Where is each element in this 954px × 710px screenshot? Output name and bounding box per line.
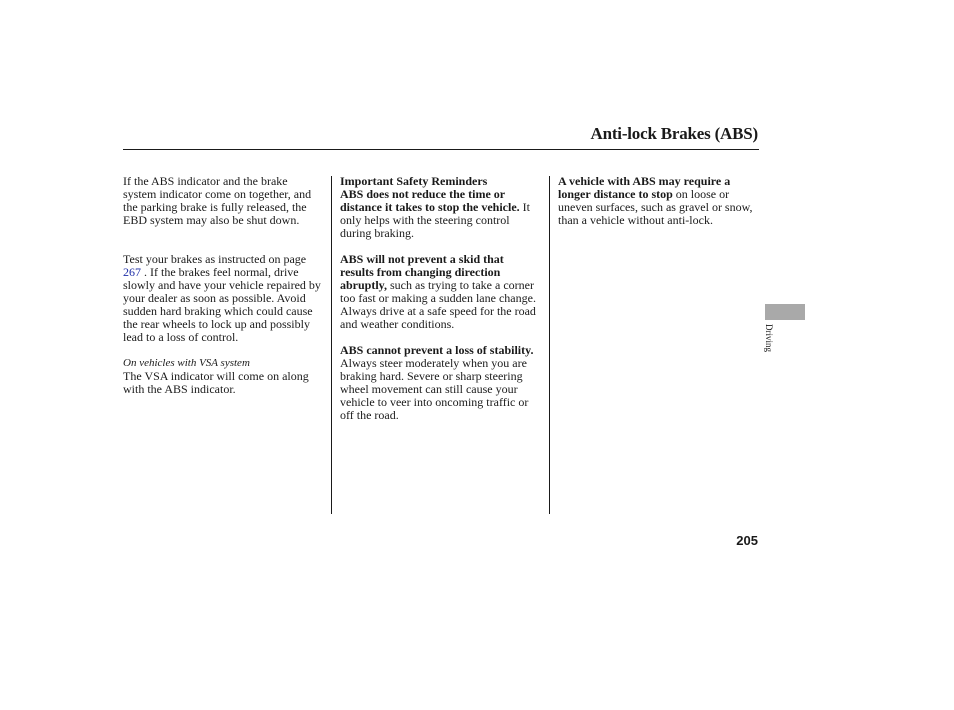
reminder-stop-distance-bold: ABS does not reduce the time or distance it takes to stop the vehicle. — [340, 187, 520, 214]
reminder-stop-distance-text: It only helps with the steering control during braking. — [340, 200, 530, 240]
brake-test-text-start: Test your brakes as instructed on page — [123, 252, 307, 266]
column-divider-1 — [331, 176, 332, 514]
reminder-stability-text: Always steer moderately when you are braking hard. Severe or sharp steering wheel movement can still cause your vehicle to veer into oncoming traffic or off the road. — [340, 356, 529, 422]
reminder-stop-distance — [340, 188, 540, 240]
section-side-label: Driving — [764, 324, 774, 352]
title-divider — [123, 149, 759, 150]
loose-surface-bold: A vehicle with ABS may require a longer distance to stop — [558, 174, 731, 201]
safety-reminders-heading: Important Safety Reminders — [340, 174, 488, 188]
page-reference-link[interactable]: 267 — [123, 265, 141, 279]
reminder-skid-text: such as trying to take a corner too fast or making a sudden lane change. Always drive at a safe speed for the road and weather conditions. — [340, 278, 536, 331]
reminder-skid — [340, 253, 540, 331]
reminder-stability-bold: ABS cannot prevent a loss of stability. — [340, 343, 534, 357]
reminder-stability — [340, 344, 540, 422]
column-divider-2 — [549, 176, 550, 514]
loose-surface-text: on loose or uneven surfaces, such as gravel or snow, than a vehicle without anti-lock. — [558, 187, 753, 227]
vsa-paragraph: The VSA indicator will come on along with the ABS indicator. — [123, 369, 309, 396]
column-right — [558, 175, 756, 227]
loose-surface-paragraph — [558, 175, 756, 227]
column-middle — [340, 175, 540, 422]
reminder-skid-bold: ABS will not prevent a skid that results from changing direction abruptly, — [340, 252, 504, 292]
vsa-subheading: On vehicles with VSA system — [123, 357, 250, 369]
brake-test-text-end: . If the brakes feel normal, drive slowly and have your vehicle repaired by your dealer as soon as possible. Avoid sudden hard braking which could cause the rear wheels to lock up and possibly lead to a loss of control. — [123, 265, 321, 344]
ebd-paragraph: If the ABS indicator and the brake system indicator come on together, and the parking brake is fully released, the EBD system may also be shut down. — [123, 174, 312, 227]
column-left — [123, 175, 323, 396]
brake-test-paragraph — [123, 253, 323, 344]
page-number: 205 — [736, 533, 758, 548]
section-tab-marker — [765, 304, 805, 320]
page-title: Anti-lock Brakes (ABS) — [590, 124, 758, 143]
